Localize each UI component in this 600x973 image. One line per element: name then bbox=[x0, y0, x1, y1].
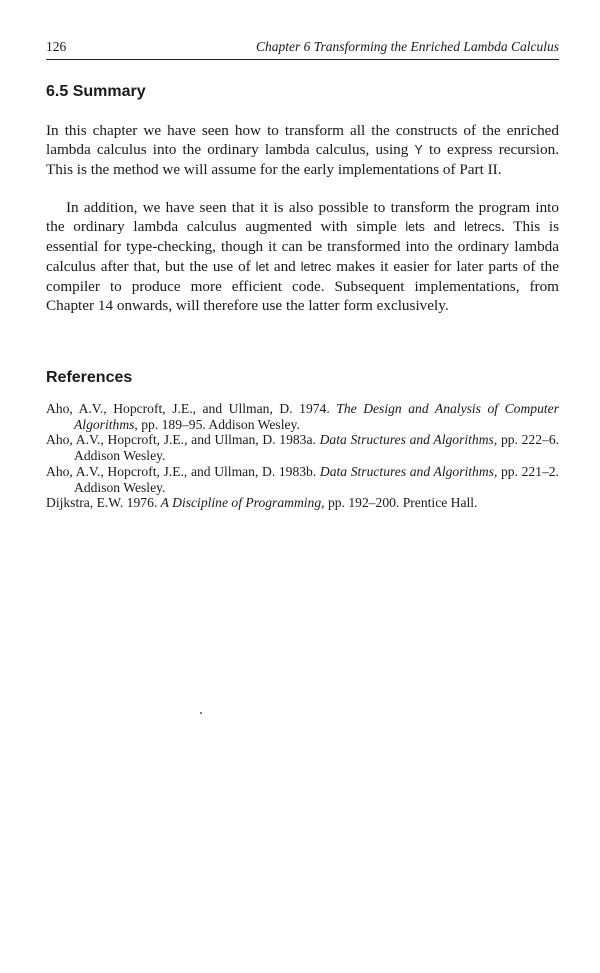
paragraph-text: In addition, we have seen that it is also possible to transform the program into the ordinary lambda calculus augmented with simple bbox=[46, 199, 559, 236]
reference-entry bbox=[46, 464, 559, 495]
reference-entry bbox=[46, 432, 559, 463]
header-rule bbox=[46, 59, 559, 60]
reference-entry bbox=[46, 495, 559, 511]
running-head bbox=[46, 39, 559, 59]
paragraph-text: and bbox=[268, 257, 301, 275]
paragraph-text: makes it easier for later parts of the compiler to produce more efficient code. Subsequent implementations, from Chapter 14 onwards, will therefore use the latter form exclusively. bbox=[46, 257, 559, 315]
reference-title: Data Structures and Algorithms bbox=[319, 463, 494, 479]
reference-authors: Aho, A.V., Hopcroft, J.E., and Ullman, D. 1983a. bbox=[46, 432, 320, 448]
paragraph-text: to express recursion. This is the method we will assume for the early implementations of Part II. bbox=[46, 141, 559, 179]
reference-entry bbox=[46, 401, 559, 432]
reference-publication: , pp. 189–95. Addison Wesley. bbox=[134, 416, 300, 432]
paragraph-text: . This is essential for type-checking, though it can be transformed into the ordinary lambda calculus after that, but the use of bbox=[46, 218, 559, 275]
section-heading-summary: 6.5 Summary bbox=[46, 83, 146, 100]
reference-publication: , pp. 192–200. Prentice Hall. bbox=[321, 495, 478, 511]
reference-authors: Aho, A.V., Hopcroft, J.E., and Ullman, D. 1983b. bbox=[46, 463, 320, 479]
reference-publication: , pp. 221–2. Addison Wesley. bbox=[74, 463, 560, 495]
reference-authors: Aho, A.V., Hopcroft, J.E., and Ullman, D. 1974. bbox=[46, 401, 337, 416]
code-keyword: let bbox=[255, 259, 269, 274]
code-keyword: letrec bbox=[300, 259, 332, 274]
reference-authors: Dijkstra, E.W. 1976. bbox=[46, 495, 161, 511]
reference-title: The Design and Analysis of Computer Algorithms bbox=[74, 401, 559, 432]
page-number: 126 bbox=[46, 39, 67, 54]
summary-paragraph bbox=[46, 121, 559, 180]
references-list bbox=[46, 401, 559, 511]
reference-title: Data Structures and Algorithms bbox=[319, 432, 494, 448]
reference-title: A Discipline of Programming bbox=[160, 495, 322, 511]
paragraph-text: In this chapter we have seen how to transform all the constructs of the enriched lambda calculus into the ordinary lambda calculus, using bbox=[46, 122, 559, 159]
summary-paragraph bbox=[46, 198, 559, 315]
code-keyword: lets bbox=[405, 220, 425, 235]
code-keyword: Y bbox=[414, 143, 423, 158]
reference-publication: , pp. 222–6. Addison Wesley. bbox=[74, 432, 560, 464]
scan-speck bbox=[200, 712, 202, 714]
paragraph-text: and bbox=[424, 218, 465, 236]
section-heading-references: References bbox=[46, 369, 133, 386]
chapter-title: Chapter 6 Transforming the Enriched Lambda Calculus bbox=[255, 39, 559, 54]
code-keyword: letrecs bbox=[464, 220, 501, 235]
